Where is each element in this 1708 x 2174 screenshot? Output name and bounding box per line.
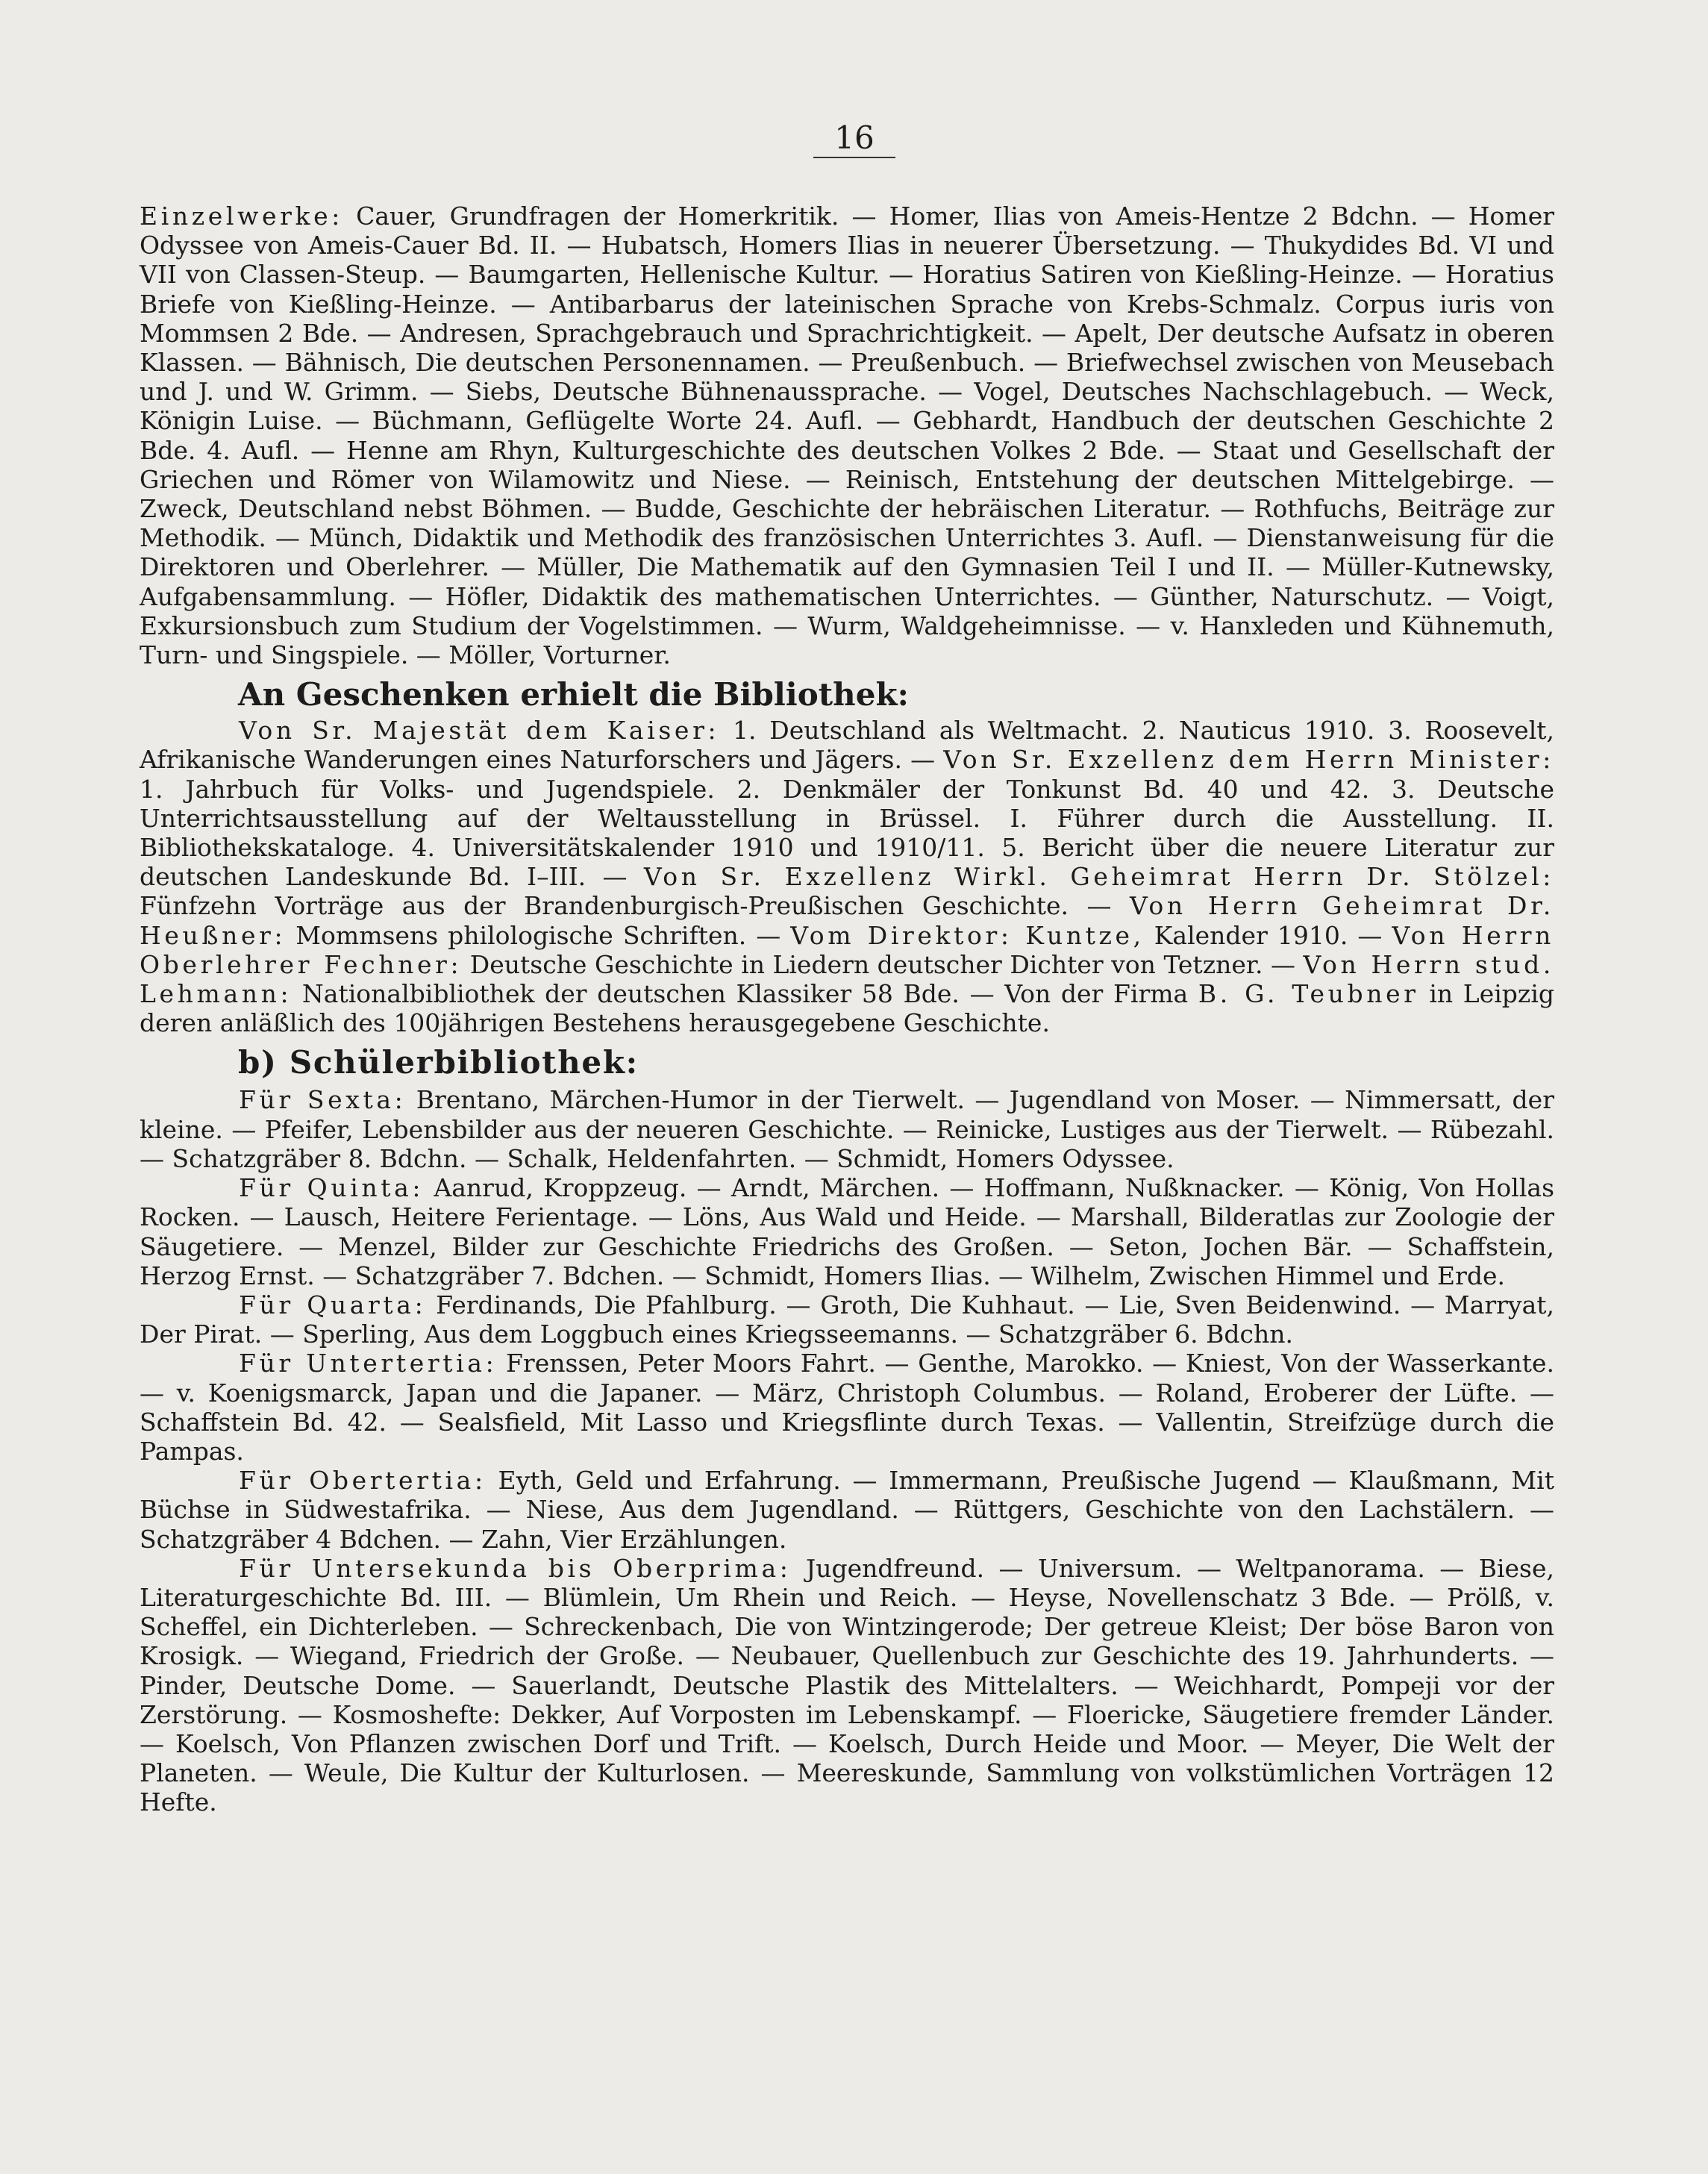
sexta-text: Brentano, Märchen-Humor in der Tierwelt. — Jugendland von Moser. — Nimmersatt, der kleine. — Pfeifer, Lebensbilder aus der neueren Geschichte. — Reinicke, Lustiges aus der Tierwelt. — Rübezahl. — Schatzgräber 8. Bdchn. — Schalk, Heldenfahrten. — Schmidt, Homers Odyssee.: [140, 1085, 1554, 1173]
quarta-label: Für Quarta:: [239, 1290, 427, 1319]
gift-text-heussner: Mommsens philologische Schriften. —: [286, 920, 791, 950]
untertertia-label: Für Untertertia:: [239, 1349, 498, 1378]
gifts-paragraph: [140, 716, 1554, 1037]
upper-classes-label: Für Untersekunda bis Oberprima:: [239, 1553, 792, 1583]
gift-text-stoelzel: Fünfzehn Vorträge aus der Brandenburgisch-Preußischen Geschichte. —: [140, 891, 1130, 921]
gift-text-minister: 1. Jahrbuch für Volks- und Jugendspiele. 2. Denkmäler der Tonkunst Bd. 40 und 42. 3. Deutsche Unterrichtsausstellung auf der Weltausstellung in Brüssel. I. Führer durch die Ausstellung. II. Bibliothekskataloge. 4. Universitätskalender 1910 und 1910/11. 5. Bericht über die neuere Literatur zur deutschen Landeskunde Bd. I–III. —: [140, 774, 1554, 892]
obertertia-paragraph: [140, 1466, 1554, 1554]
gift-text-fechner: Deutsche Geschichte in Liedern deutscher Dichter von Tetzner. —: [462, 949, 1304, 979]
quinta-text: Aanrud, Kroppzeug. — Arndt, Märchen. — Hoffmann, Nußknacker. — König, Von Hollas Rocken. — Lausch, Heitere Ferientage. — Löns, Aus Wald und Heide. — Marshall, Bilderatlas zur Zoologie der Säugetiere. — Menzel, Bilder zur Geschichte Friedrichs des Großen. — Seton, Jochen Bär. — Schaffstein, Herzog Ernst. — Schatzgräber 7. Bdchen. — Schmidt, Homers Ilias. — Wilhelm, Zwischen Himmel und Erde.: [140, 1173, 1555, 1290]
untertertia-text: Frenssen, Peter Moors Fahrt. — Genthe, Marokko. — Kniest, Von der Wasserkante. — v. Koenigsmarck, Japan und die Japaner. — März, Christoph Columbus. — Roland, Eroberer der Lüfte. — Schaffstein Bd. 42. — Sealsfield, Mit Lasso und Kriegsflinte durch Texas. — Vallentin, Streifzüge durch die Pampas.: [140, 1349, 1555, 1466]
obertertia-label: Für Obertertia:: [239, 1466, 487, 1496]
gifts-heading: An Geschenken erhielt die Bibliothek:: [238, 676, 910, 713]
gift-donor-heussner: Von Herrn Geheimrat Dr. Heußner:: [140, 891, 1554, 950]
einzelwerke-text: Cauer, Grundfragen der Homerkritik. — Homer, Ilias von Ameis-Hentze 2 Bdchn. — Homer Odyssee von Ameis-Cauer Bd. II. — Hubatsch, Homers Ilias in neuerer Übersetzung. — Thukydides Bd. VI und VII von Classen-Steup. — Baumgarten, Hellenische Kultur. — Horatius Satiren von Kießling-Heinze. — Horatius Briefe von Kießling-Heinze. — Antibarbarus der lateinischen Sprache von Krebs-Schmalz. Corpus iuris von Mommsen 2 Bde. — Andresen, Sprachgebrauch und Sprachrichtigkeit. — Apelt, Der deutsche Aufsatz in oberen Klassen. — Bähnisch, Die deutschen Personennamen. — Preußenbuch. — Briefwechsel zwischen von Meusebach und J. und W. Grimm. — Siebs, Deutsche Bühnenaussprache. — Vogel, Deutsches Nachschlagebuch. — Weck, Königin Luise. — Büchmann, Geflügelte Worte 24. Aufl. — Gebhardt, Handbuch der deutschen Geschichte 2 Bde. 4. Aufl. — Henne am Rhyn, Kulturgeschichte des deutschen Volkes 2 Bde. — Staat und Gesellschaft der Griechen und Römer von Wilamowitz und Niese. — Reinisch, Entstehung der deutschen Mittelgebirge. — Zweck, Deutschland nebst Böhmen. — Budde, Geschichte der hebräischen Literatur. — Rothfuchs, Beiträge zur Methodik. — Münch, Didaktik und Methodik des französischen Unterrichtes 3. Aufl. — Dienstanweisung für die Direktoren und Oberlehrer. — Müller, Die Mathematik auf den Gymnasien Teil I und II. — Müller-Kutnewsky, Aufgabensammlung. — Höfler, Didaktik des mathematischen Unterrichtes. — Günther, Naturschutz. — Voigt, Exkursionsbuch zum Studium der Vogelstimmen. — Wurm, Waldgeheimnisse. — v. Hanxleden und Kühnemuth, Turn- und Singspiele. — Möller, Vorturner.: [140, 202, 1554, 670]
quarta-paragraph: [140, 1290, 1554, 1349]
einzelwerke-label: Einzelwerke:: [140, 202, 344, 231]
gift-donor-teubner: B. G. Teubner: [1198, 979, 1419, 1009]
sexta-label: Für Sexta:: [239, 1085, 407, 1115]
sexta-paragraph: [140, 1085, 1554, 1173]
quinta-paragraph: [140, 1173, 1554, 1290]
page-body: [140, 202, 1554, 1817]
gift-text-kaiser: 1. Deutschland als Weltmacht. 2. Nauticus 1910. 3. Roosevelt, Afrikanische Wanderungen eines Naturforschers und Jägers. —: [140, 716, 1554, 775]
gift-donor-minister: Von Sr. Exzellenz dem Herrn Minister:: [943, 745, 1554, 775]
einzelwerke-paragraph: [140, 202, 1554, 669]
obertertia-text: Eyth, Geld und Erfahrung. — Immermann, Preußische Jugend — Klaußmann, Mit Büchse in Südwestafrika. — Niese, Aus dem Jugendland. — Rüttgers, Geschichte von den Lachstälern. — Schatzgräber 4 Bdchen. — Zahn, Vier Erzählungen.: [140, 1466, 1554, 1554]
gift-donor-lehmann: Von Herrn stud. Lehmann:: [140, 949, 1554, 1009]
gift-donor-stoelzel: Von Sr. Exzellenz Wirkl. Geheimrat Herrn Dr. Stölzel:: [643, 862, 1555, 892]
upper-classes-paragraph: [140, 1554, 1554, 1817]
student-library-heading: b) Schülerbibliothek:: [238, 1044, 639, 1081]
gift-text-lehmann: Nationalbibliothek der deutschen Klassiker 58 Bde. — Von der Firma: [292, 979, 1198, 1009]
gift-donor-fechner: Von Herrn Oberlehrer Fechner:: [140, 920, 1555, 979]
gift-text-direktor: Kalender 1910. —: [1144, 920, 1392, 950]
page-number: 16: [813, 119, 895, 158]
gift-donor-direktor: Vom Direktor: Kuntze,: [790, 920, 1145, 950]
upper-classes-text: Jugendfreund. — Universum. — Weltpanorama. — Biese, Literaturgeschichte Bd. III. — Blümlein, Um Rhein und Reich. — Heyse, Novellenschatz 3 Bde. — Prölß, v. Scheffel, ein Dichterleben. — Schreckenbach, Die von Wintzingerode; Der getreue Kleist; Der böse Baron von Krosigk. — Wiegand, Friedrich der Große. — Neubauer, Quellenbuch zur Geschichte des 19. Jahrhunderts. — Pinder, Deutsche Dome. — Sauerlandt, Deutsche Plastik des Mittelalters. — Weichhardt, Pompeji vor der Zerstörung. — Kosmoshefte: Dekker, Auf Vorposten im Lebenskampf. — Floericke, Säugetiere fremder Länder. — Koelsch, Von Pflanzen zwischen Dorf und Trift. — Koelsch, Durch Heide und Moor. — Meyer, Die Welt der Planeten. — Weule, Die Kultur der Kulturlosen. — Meereskunde, Sammlung von volkstümlichen Vorträgen 12 Hefte.: [140, 1553, 1554, 1817]
gift-donor-kaiser: Von Sr. Majestät dem Kaiser:: [239, 716, 720, 746]
quinta-label: Für Quinta:: [239, 1173, 425, 1203]
gift-text-teubner: in Leipzig deren anläßlich des 100jährigen Bestehens herausgegebene Geschichte.: [140, 979, 1554, 1038]
quarta-text: Ferdinands, Die Pfahlburg. — Groth, Die Kuhhaut. — Lie, Sven Beidenwind. — Marryat, Der Pirat. — Sperling, Aus dem Loggbuch eines Kriegsseemanns. — Schatzgräber 6. Bdchn.: [140, 1290, 1554, 1349]
untertertia-paragraph: [140, 1349, 1554, 1466]
